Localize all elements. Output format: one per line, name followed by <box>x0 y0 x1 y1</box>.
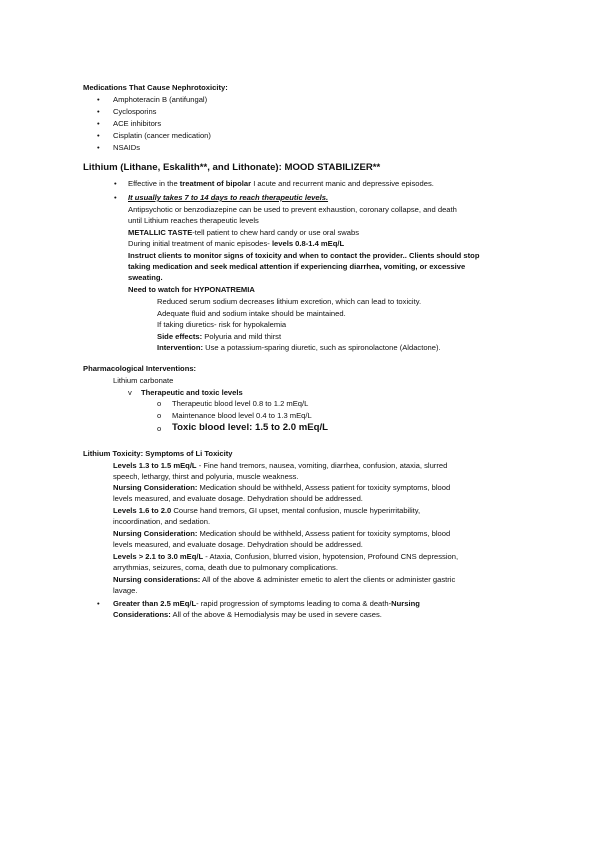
bullet-icon: • <box>97 131 100 140</box>
circle-bullet-icon: o <box>157 424 162 433</box>
level-1-line: Levels 1.3 to 1.5 mEq/L - Fine hand tremors, nausea, vomiting, diarrhea, confusion, ataxia, slurred <box>113 461 448 470</box>
bullet-icon: • <box>114 193 117 202</box>
text-line: until Lithium reaches therapeutic levels <box>128 216 259 225</box>
text-line: Lithium carbonate <box>113 376 174 385</box>
instruct-line: sweating. <box>128 273 163 282</box>
manic-levels-line: During initial treatment of manic episodes- levels 0.8-1.4 mEq/L <box>128 239 345 248</box>
nephro-heading: Medications That Cause Nephrotoxicity: <box>83 83 228 92</box>
intervention-line: Intervention: Use a potassium-sparing diuretic, such as spironolactone (Aldactone). <box>157 343 441 352</box>
lithium-bullet-1: Effective in the treatment of bipolar I acute and recurrent manic and depressive episodes. <box>128 179 434 188</box>
bullet-icon: • <box>97 107 100 116</box>
nursing-1-line: Nursing Consideration: Medication should be withheld, Assess patient for toxicity symptoms, blood <box>113 483 451 492</box>
text-line: Reduced serum sodium decreases lithium excretion, which can lead to toxicity. <box>157 297 422 306</box>
lithium-heading: Lithium (Lithane, Eskalith**, and Lithonate): MOOD STABILIZER** <box>83 162 381 173</box>
bullet-icon: • <box>114 179 117 188</box>
circle-bullet-icon: o <box>157 399 162 408</box>
bullet-icon: • <box>97 599 100 608</box>
toxic-level: Toxic blood level: 1.5 to 2.0 mEq/L <box>172 422 329 433</box>
nephro-item: ACE inhibitors <box>113 119 162 128</box>
pharm-heading: Pharmacological Interventions: <box>83 364 197 373</box>
level-3-line: Levels > 2.1 to 3.0 mEq/L - Ataxia, Confusion, blurred vision, hypotension, Profound CNS depression, <box>113 552 459 561</box>
text-line: lavage. <box>113 586 138 595</box>
bullet-icon: • <box>97 119 100 128</box>
circle-bullet-icon: o <box>157 411 162 420</box>
nephro-item: Amphoteracin B (antifungal) <box>113 95 208 104</box>
nephro-item: NSAIDs <box>113 143 141 152</box>
level-2-line: Levels 1.6 to 2.0 Course hand tremors, GI upset, mental confusion, muscle hyperirritability, <box>113 506 421 515</box>
text-line: Adequate fluid and sodium intake should be maintained. <box>157 309 346 318</box>
bullet-icon: • <box>97 143 100 152</box>
text-line: Antipsychotic or benzodiazepine can be used to prevent exhaustion, coronary collapse, and death <box>128 205 457 214</box>
arrow-bullet-icon: v <box>128 388 132 397</box>
text-line: levels measured, and evaluate dosage. Dehydration should be addressed. <box>113 540 363 549</box>
text-line: levels measured, and evaluate dosage. Dehydration should be addressed. <box>113 494 363 503</box>
levels-heading: Therapeutic and toxic levels <box>141 388 243 397</box>
nursing-2-line: Nursing Consideration: Medication should be withheld, Assess patient for toxicity symptoms, blood <box>113 529 451 538</box>
hyponatremia-heading: Need to watch for HYPONATREMIA <box>128 285 255 294</box>
text-line: incoordination, and sedation. <box>113 517 211 526</box>
text-line: arrythmias, seizures, coma, death due to pulmonary complications. <box>113 563 338 572</box>
bullet-icon: • <box>97 95 100 104</box>
lithium-bullet-2: It usually takes 7 to 14 days to reach therapeutic levels. <box>128 193 329 202</box>
therapeutic-level: Therapeutic blood level 0.8 to 1.2 mEq/L <box>172 399 309 408</box>
nursing-3-line: Nursing considerations: All of the above & administer emetic to alert the clients or administer gastric <box>113 575 456 584</box>
instruct-line: taking medication and seek medical attention if experiencing diarrhea, vomiting, or excessive <box>128 262 466 271</box>
toxicity-heading: Lithium Toxicity: Symptoms of Li Toxicity <box>83 449 233 458</box>
maintenance-level: Maintenance blood level 0.4 to 1.3 mEq/L <box>172 411 312 420</box>
text-line: If taking diuretics- risk for hypokalemia <box>157 320 287 329</box>
side-effects-line: Side effects: Polyuria and mild thirst <box>157 332 282 341</box>
instruct-line: Instruct clients to monitor signs of toxicity and when to contact the provider.. Clients should stop <box>128 251 480 260</box>
metallic-taste-line: METALLIC TASTE-tell patient to chew hard candy or use oral swabs <box>128 228 359 237</box>
greater-than-line-2: Considerations: All of the above & Hemodialysis may be used in severe cases. <box>113 610 382 619</box>
text-line: speech, lethargy, thirst and polyuria, muscle weakness. <box>113 472 299 481</box>
greater-than-line: Greater than 2.5 mEq/L- rapid progression of symptoms leading to coma & death-Nursing <box>113 599 420 608</box>
nephro-item: Cyclosporins <box>113 107 157 116</box>
nephro-item: Cisplatin (cancer medication) <box>113 131 211 140</box>
